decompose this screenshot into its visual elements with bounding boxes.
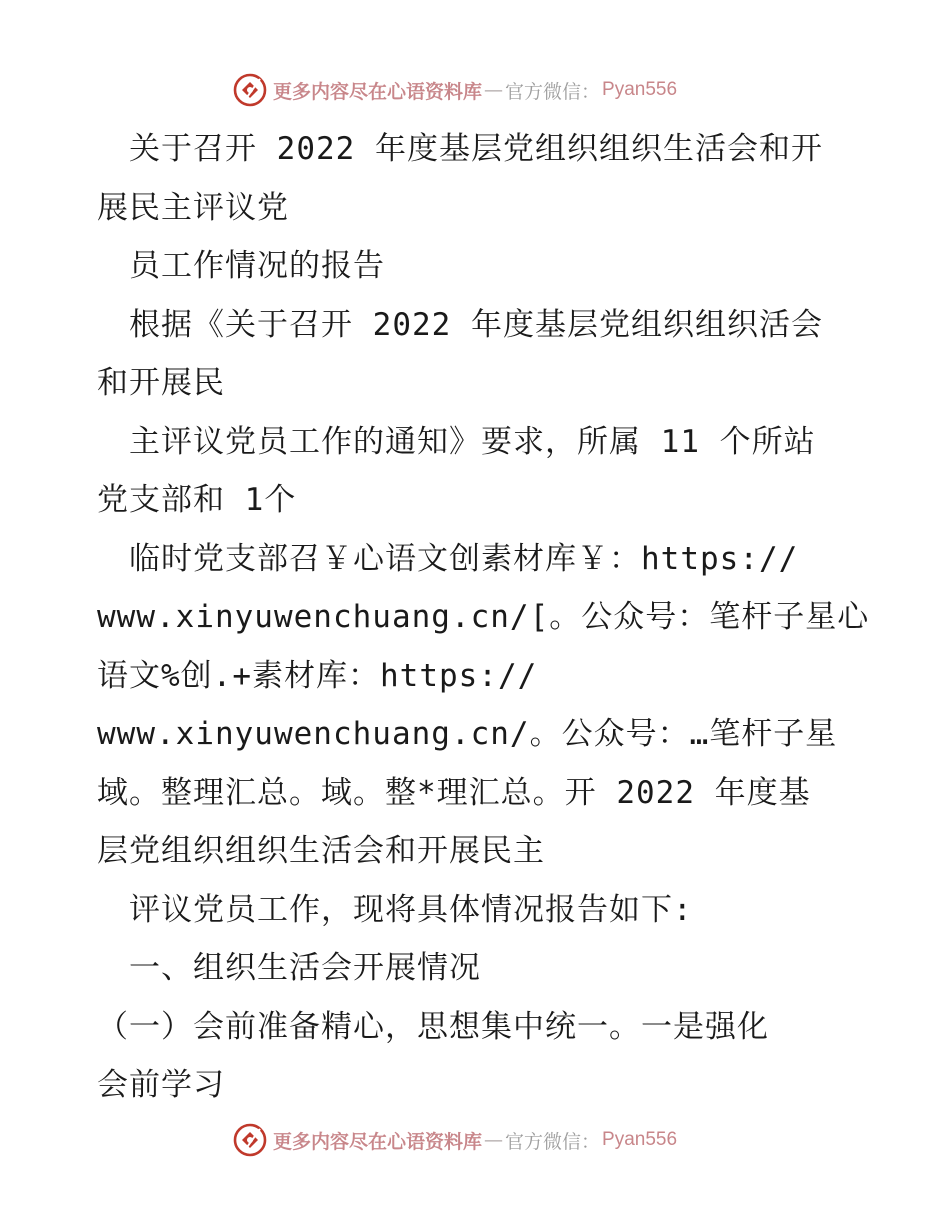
text-line: 语文%创.+素材库：https:// (97, 657, 538, 694)
banner-wechat-id: Pyan556 (602, 1129, 678, 1150)
banner-wechat-id: Pyan556 (602, 79, 678, 100)
text-line: 会前学习 (97, 1067, 225, 1103)
banner-separator: — (484, 79, 504, 101)
text-line: 展民主评议党 (97, 189, 289, 226)
text-line: 主评议党员工作的通知》要求，所属 11 个所站 (97, 423, 816, 460)
text-line: 根据《关于召开 2022 年度基层党组织组织活会 (97, 306, 823, 343)
document-body (97, 120, 897, 1115)
banner-separator: — (484, 1129, 504, 1151)
banner-site-text: 更多内容尽在心语资料库 (273, 1130, 483, 1153)
text-line: 评议党员工作，现将具体情况报告如下: (97, 891, 693, 928)
text-line: 党支部和 1个 (97, 482, 297, 518)
banner-wechat-label: 官方微信： (505, 1130, 601, 1153)
text-line: 域。整理汇总。域。整*理汇总。开 2022 年度基 (97, 774, 811, 811)
text-line: 和开展民 (97, 365, 225, 401)
text-line: 临时党支部召￥心语文创素材库￥：https:// (97, 540, 799, 577)
text-line: 关于召开 2022 年度基层党组织组织生活会和开 (97, 131, 823, 167)
text-line: www.xinyuwenchuang.cn/。公众号：…笔杆子星 (97, 716, 838, 752)
text-line: www.xinyuwenchuang.cn/[。公众号：笔杆子星心 (97, 599, 870, 635)
text-line: 层党组织组织生活会和开展民主 (97, 833, 545, 869)
header-banner (233, 70, 677, 110)
xinyu-logo-icon (233, 73, 267, 107)
banner-site-text: 更多内容尽在心语资料库 (273, 80, 483, 103)
footer-banner (233, 1120, 677, 1160)
text-line: （一）会前准备精心，思想集中统一。一是强化 (97, 1008, 769, 1045)
banner-wechat-label: 官方微信： (505, 80, 601, 103)
text-line: 员工作情况的报告 (97, 248, 385, 284)
text-line: 一、组织生活会开展情况 (97, 950, 481, 986)
xinyu-logo-icon (233, 1123, 267, 1157)
